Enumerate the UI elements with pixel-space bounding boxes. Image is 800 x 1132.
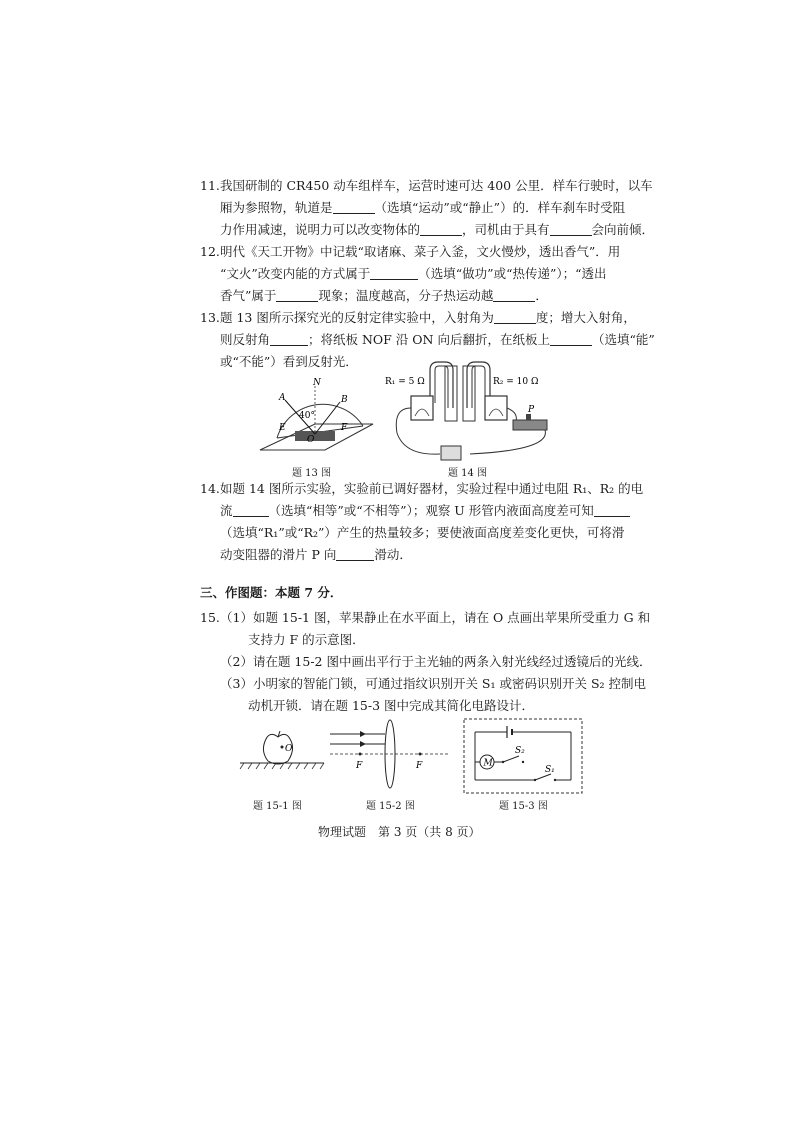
question-text: 支持力 F 的示意图．: [248, 632, 365, 647]
question-text: 或“不能”）看到反射光．: [220, 354, 358, 369]
question-text: 滑动．: [374, 547, 412, 562]
answer-blank[interactable]: [494, 311, 536, 324]
figure-15-2-lens-diagram: [330, 718, 450, 790]
question-number: 11.: [200, 178, 220, 193]
answer-blank[interactable]: [594, 504, 630, 517]
label-r1: R₁ = 5 Ω: [385, 377, 425, 387]
label-a: A: [279, 393, 286, 403]
question-text: 题 13 图所示探究光的反射定律实验中，入射角为: [220, 310, 494, 325]
answer-blank[interactable]: [550, 333, 592, 346]
answer-blank[interactable]: [550, 223, 592, 236]
question-text: 现象；温度越高，分子热运动越: [318, 288, 494, 303]
question-text: 动机开锁．请在题 15-3 图中完成其简化电路设计．: [248, 698, 535, 713]
question-text: 力作用减速，说明力可以改变物体的: [220, 222, 421, 237]
question-text: 如题 14 图所示实验，实验前已调好器材，实验过程中通过电阻 R₁、R₂ 的电: [220, 481, 644, 496]
answer-blank[interactable]: [333, 201, 375, 214]
answer-blank[interactable]: [370, 267, 418, 280]
figure-15-1-caption: 题 15-1 图: [253, 801, 302, 812]
question-15: [200, 607, 652, 717]
label-b: B: [341, 395, 348, 405]
label-f-left: F: [356, 761, 363, 771]
label-n: N: [313, 378, 321, 388]
figure-15-3-circuit-diagram: [463, 718, 583, 794]
answer-blank[interactable]: [270, 333, 308, 346]
figure-13-reflection-diagram: [255, 378, 375, 458]
question-text: ；将纸板 NOF 沿 ON 向后翻折，在纸板上: [308, 332, 550, 347]
label-r2: R₂ = 10 Ω: [493, 377, 539, 387]
question-number: 14.: [200, 481, 220, 496]
question-text: 动变阻器的滑片 P 向: [220, 547, 337, 562]
question-text: （选填“运动”或“静止”）的．样车刹车时受阻: [374, 200, 626, 215]
question-14: [200, 478, 644, 566]
label-p: P: [528, 405, 535, 415]
figure-14-caption: 题 14 图: [448, 468, 488, 479]
question-text: 明代《天工开物》中记载“取诸麻、菜子入釜，文火慢炒，透出香气”．用: [220, 244, 621, 259]
figure-15-1-apple-diagram: [238, 725, 328, 775]
question-text: 我国研制的 CR450 动车组样车，运营时速可达 400 公里．样车行驶时，以车: [220, 178, 653, 193]
question-text: （1）如题 15-1 图，苹果静止在水平面上，请在 O 点画出苹果所受重力 G 和: [220, 610, 651, 625]
answer-blank[interactable]: [276, 289, 318, 302]
question-text: 流: [220, 503, 233, 518]
question-text: 香气”属于: [220, 288, 277, 303]
page-footer: 物理试题 第 3 页（共 8 页）: [318, 825, 481, 839]
label-f: F: [341, 423, 348, 433]
label-e: E: [279, 423, 286, 433]
label-o: O: [285, 744, 293, 754]
question-text: （2）请在题 15-2 图中画出平行于主光轴的两条入射光线经过透镜后的光线．: [220, 654, 652, 669]
answer-blank[interactable]: [336, 548, 374, 561]
label-f-right: F: [416, 761, 423, 771]
section-heading: 三、作图题：本题 7 分．: [200, 585, 343, 600]
question-text: “文火”改变内能的方式属于: [220, 266, 371, 281]
question-11: [200, 175, 655, 241]
question-text: ．: [535, 288, 548, 303]
answer-blank[interactable]: [493, 289, 535, 302]
label-o: O: [307, 435, 315, 445]
question-text: 则反射角: [220, 332, 271, 347]
question-text: ，司机由于具有: [462, 222, 550, 237]
figure-14-joule-heating-apparatus: [385, 358, 555, 468]
question-text: （选填“做功”或“热传递”）；“透出: [418, 266, 607, 281]
question-number: 15.: [200, 610, 220, 625]
question-text: 度；增大入射角，: [535, 310, 636, 325]
question-number: 13.: [200, 310, 220, 325]
answer-blank[interactable]: [420, 223, 462, 236]
answer-blank[interactable]: [233, 504, 269, 517]
question-number: 12.: [200, 244, 220, 259]
question-12: [200, 241, 620, 307]
figure-15-2-caption: 题 15-2 图: [366, 801, 415, 812]
label-motor: M: [483, 758, 493, 769]
question-text: （选填“相等”或“不相等”）；观察 U 形管内液面高度差可知: [268, 503, 594, 518]
label-s2: S₂: [515, 746, 525, 756]
question-text: （3）小明家的智能门锁，可通过指纹识别开关 S₁ 或密码识别开关 S₂ 控制电: [220, 676, 646, 691]
question-text: 会向前倾．: [591, 222, 655, 237]
question-text: （选填“R₁”或“R₂”）产生的热量较多；要使液面高度差变化更快，可将滑: [220, 525, 625, 540]
figure-15-3-caption: 题 15-3 图: [499, 801, 548, 812]
question-text: 厢为参照物，轨道是: [220, 200, 333, 215]
figure-13-caption: 题 13 图: [292, 468, 332, 479]
label-s1: S₁: [545, 765, 555, 775]
label-angle: 40°: [299, 411, 315, 421]
question-text: （选填“能”: [591, 332, 655, 347]
